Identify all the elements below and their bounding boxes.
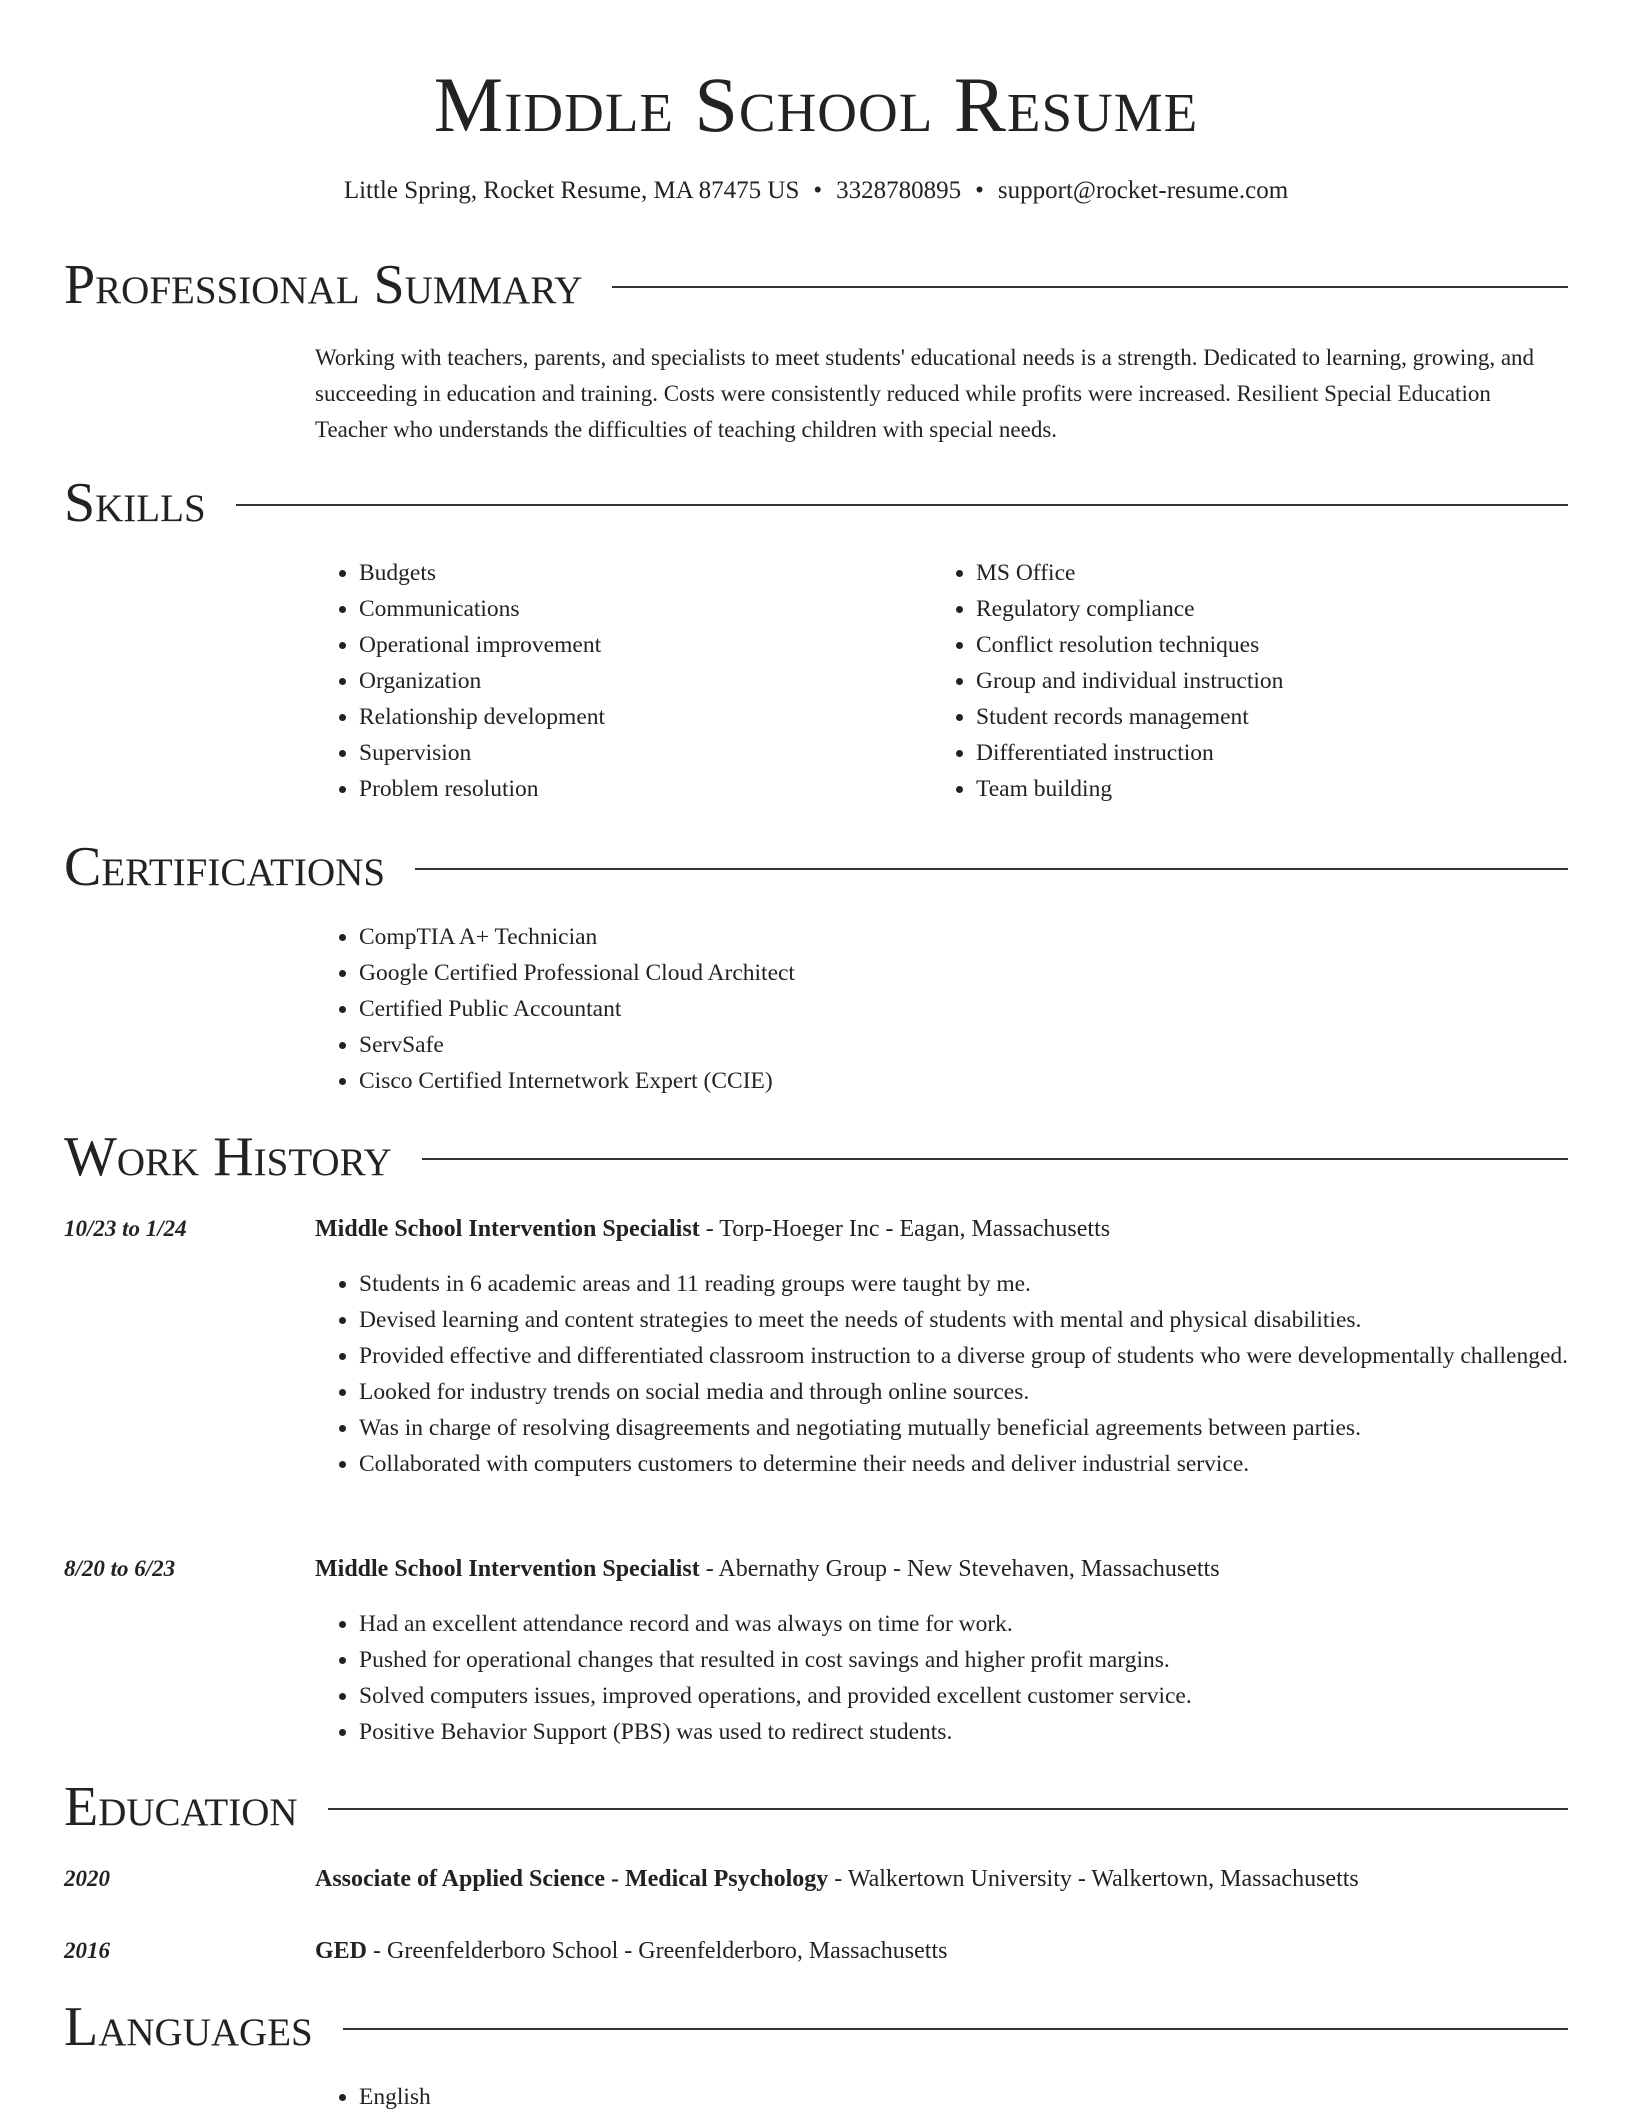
contact-separator: •	[813, 177, 823, 204]
contact-email: support@rocket-resume.com	[997, 177, 1289, 204]
job-heading	[315, 1212, 1575, 1246]
skill-item: • Relationship development	[359, 699, 919, 735]
skills-list-left	[315, 555, 919, 807]
job-bullets	[315, 1606, 1609, 1750]
job-bullet: • Had an excellent attendance record and was always on time for work.	[359, 1606, 1609, 1642]
job-bullet: • Devised learning and content strategies to meet the needs of students with mental and physical disabilities.	[359, 1302, 1609, 1338]
education-year: 2016	[64, 1938, 110, 1963]
skill-item: • Organization	[359, 663, 919, 699]
languages-list	[315, 2079, 959, 2115]
job-title: Middle School Intervention Specialist	[315, 1556, 700, 1582]
job-heading	[315, 1552, 1575, 1586]
section-title: Languages	[64, 1997, 343, 2057]
section-divider	[64, 504, 1568, 506]
skill-item: • Differentiated instruction	[976, 735, 1596, 771]
education-school: - Greenfelderboro School - Greenfelderboro, Massachusetts	[367, 1938, 948, 1964]
education-entry	[315, 1862, 1575, 1896]
job-bullets	[315, 1266, 1609, 1482]
education-year: 2020	[64, 1866, 110, 1891]
job-bullet: • Looked for industry trends on social media and through online sources.	[359, 1374, 1609, 1410]
job-dates: 10/23 to 1/24	[64, 1216, 187, 1241]
skill-item: • Budgets	[359, 555, 919, 591]
contact-separator: •	[975, 177, 984, 204]
skill-item: • Conflict resolution techniques	[976, 627, 1596, 663]
section-title: Work History	[64, 1127, 422, 1187]
education-school: - Walkertown University - Walkertown, Massachusetts	[828, 1866, 1359, 1892]
section-title: Education	[64, 1777, 328, 1837]
resume-name: Middle School Resume	[433, 61, 1199, 148]
certifications-list	[315, 919, 1609, 1099]
job-bullet: • Students in 6 academic areas and 11 reading groups were taught by me.	[359, 1266, 1609, 1302]
contact-phone: 3328780895	[836, 177, 962, 204]
skill-item: • Group and individual instruction	[976, 663, 1596, 699]
education-degree: Associate of Applied Science - Medical Psychology	[315, 1866, 829, 1892]
skill-item: • Operational improvement	[359, 627, 919, 663]
section-certifications-header	[64, 837, 1568, 897]
job-company: - Torp-Hoeger Inc - Eagan, Massachusetts	[699, 1216, 1111, 1242]
job-dates: 8/20 to 6/23	[64, 1556, 176, 1581]
skill-item: • Student records management	[976, 699, 1596, 735]
certification-item: • ServSafe	[359, 1027, 1609, 1063]
language-item: • English	[359, 2079, 959, 2115]
job-company: - Abernathy Group - New Stevehaven, Massachusetts	[699, 1556, 1220, 1582]
section-work-header	[64, 1127, 1568, 1187]
education-entry	[315, 1934, 1575, 1968]
skill-item: • Problem resolution	[359, 771, 919, 807]
job-bullet: • Provided effective and differentiated classroom instruction to a diverse group of students who were developmentally challenged.	[359, 1338, 1609, 1374]
skill-item: • Supervision	[359, 735, 919, 771]
job-title: Middle School Intervention Specialist	[315, 1216, 700, 1242]
contact-address: Little Spring, Rocket Resume, MA 87475 US	[343, 177, 800, 204]
section-title: Certifications	[64, 837, 415, 897]
job-bullet: • Collaborated with computers customers to determine their needs and deliver industrial service.	[359, 1446, 1609, 1482]
certification-item: • Cisco Certified Internetwork Expert (CCIE)	[359, 1063, 1609, 1099]
section-education-header	[64, 1777, 1568, 1837]
section-title: Skills	[64, 473, 236, 533]
job-bullet: • Pushed for operational changes that resulted in cost savings and higher profit margins.	[359, 1642, 1609, 1678]
job-bullet: • Solved computers issues, improved operations, and provided excellent customer service.	[359, 1678, 1609, 1714]
skill-item: • Regulatory compliance	[976, 591, 1596, 627]
section-languages-header	[64, 1997, 1568, 2057]
skill-item: • Communications	[359, 591, 919, 627]
section-title: Professional Summary	[64, 255, 612, 315]
certification-item: • Google Certified Professional Cloud Architect	[359, 955, 1609, 991]
section-summary-header	[64, 255, 1568, 315]
contact-line	[0, 174, 1632, 208]
job-bullet: • Was in charge of resolving disagreements and negotiating mutually beneficial agreements between parties.	[359, 1410, 1609, 1446]
section-skills-header	[64, 473, 1568, 533]
education-degree: GED	[315, 1938, 368, 1964]
skill-item: • MS Office	[976, 555, 1596, 591]
summary-text: Working with teachers, parents, and specialists to meet students' educational needs is a strength. Dedicated to learning, growing, and succeeding in education and training. Costs were consistently reduced while profits were increased. Resilient Special Education Teacher who understands the difficulties of teaching children with special needs.	[315, 345, 1535, 442]
certification-item: • CompTIA A+ Technician	[359, 919, 1609, 955]
skill-item: • Team building	[976, 771, 1596, 807]
certification-item: • Certified Public Accountant	[359, 991, 1609, 1027]
skills-list-right	[932, 555, 1596, 807]
job-bullet: • Positive Behavior Support (PBS) was used to redirect students.	[359, 1714, 1609, 1750]
